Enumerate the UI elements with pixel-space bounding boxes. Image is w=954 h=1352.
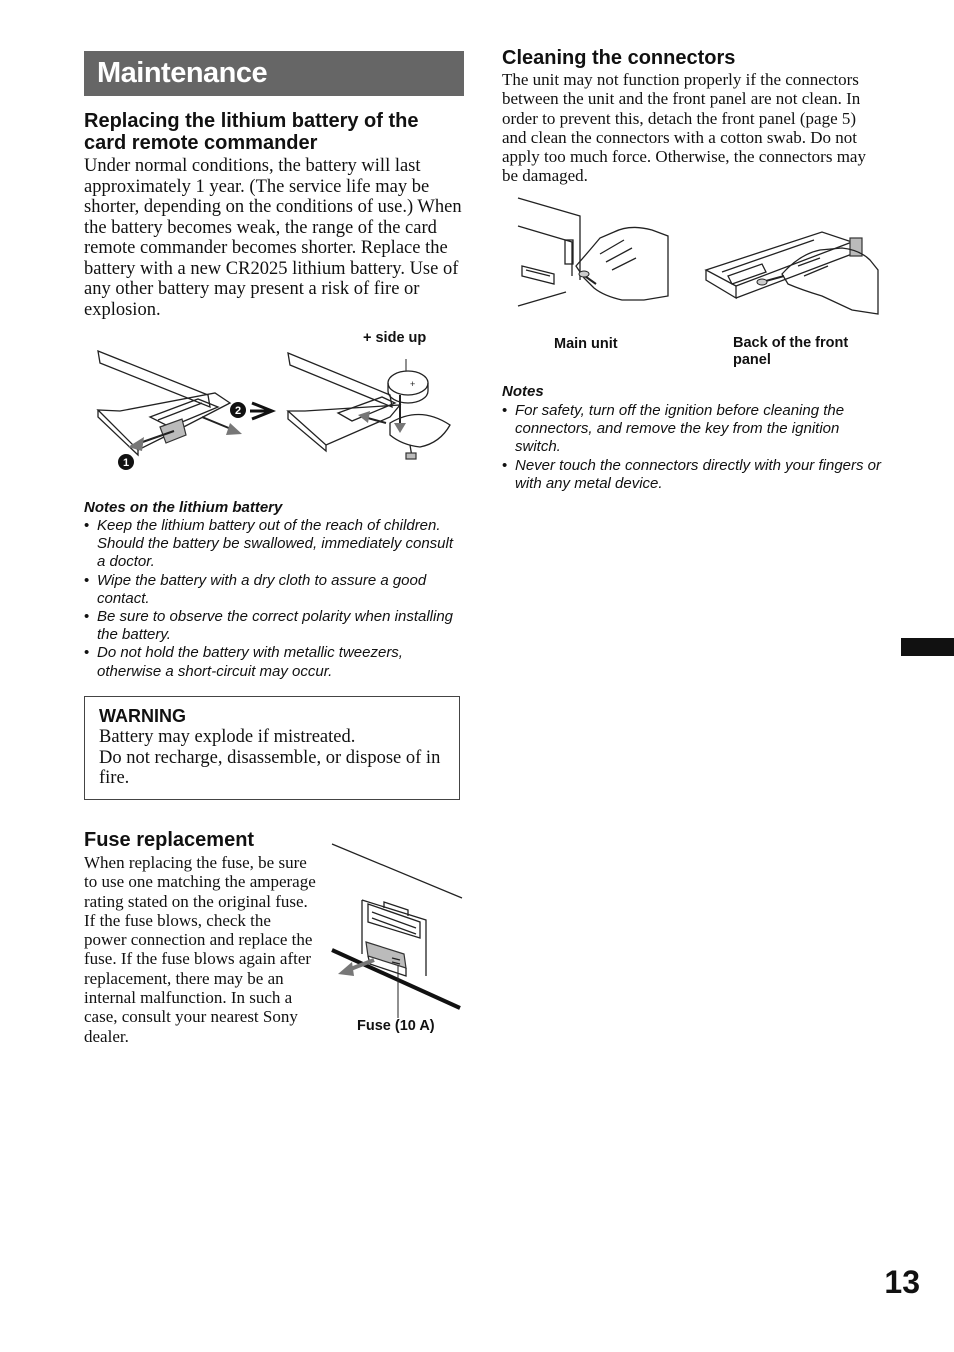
connectors-body: The unit may not function properly if the connectors between the unit and the front panel are not clean. In order to prevent this, detach the front panel (page 5) and clean the connectors with a cotton swab. Do not apply too much force. Otherwise, the connectors may be damaged.: [502, 70, 866, 186]
side-up-label: + side up: [363, 330, 427, 346]
warning-line-1: Battery may explode if mistreated.: [99, 727, 356, 747]
battery-notes-list: [84, 517, 464, 681]
battery-replacement-figure: [90, 345, 460, 480]
battery-note: • Keep the lithium battery out of the reach of children. Should the battery be swallowed, immediately consult a doctor.: [84, 517, 464, 572]
warning-line-2: Do not recharge, disassemble, or dispose of in fire.: [99, 747, 441, 788]
fuse-heading: Fuse replacement: [84, 829, 255, 851]
warning-title: WARNING: [99, 706, 186, 726]
connectors-heading: Cleaning the connectors: [502, 47, 736, 69]
fuse-figure: [330, 842, 465, 1012]
connectors-notes-list: [502, 402, 886, 493]
battery-note: • Wipe the battery with a dry cloth to assure a good contact.: [84, 572, 464, 608]
front-panel-caption: Back of the front panel: [733, 335, 849, 368]
connectors-notes-title: Notes: [502, 383, 544, 400]
connectors-front-panel-figure: [702, 226, 882, 318]
connectors-note: • For safety, turn off the ignition before cleaning the connectors, and remove the key from the ignition switch.: [502, 402, 886, 457]
step-1-badge: 1: [122, 457, 130, 469]
main-unit-caption: Main unit: [554, 336, 618, 352]
section-tab-marker: [901, 638, 954, 656]
warning-box: [84, 696, 460, 800]
battery-note: • Be sure to observe the correct polarity when installing the battery.: [84, 608, 464, 644]
page-number: 13: [884, 1264, 920, 1300]
battery-note: • Do not hold the battery with metallic tweezers, otherwise a short-circuit may occur.: [84, 644, 464, 680]
fuse-body: When replacing the fuse, be sure to use one matching the amperage rating stated on the original fuse. If the fuse blows, check the power connection and replace the fuse. If the fuse blows again after replacement, there may be an internal malfunction. In such a case, consult your nearest Sony dealer.: [84, 853, 316, 1046]
fuse-label: Fuse (10 A): [357, 1018, 435, 1034]
svg-text:+: +: [410, 379, 416, 389]
section-title-banner: [84, 51, 464, 96]
battery-heading: Replacing the lithium battery of the card remote commander: [84, 110, 419, 154]
section-title: Maintenance: [97, 57, 268, 89]
connectors-note: • Never touch the connectors directly with your fingers or with any metal device.: [502, 457, 886, 493]
battery-notes-title: Notes on the lithium battery: [84, 499, 283, 516]
battery-body: Under normal conditions, the battery will last approximately 1 year. (The service life may be shorter, depending on the conditions of use.) When the battery becomes weak, the range of the card remote commander becomes shorter. Replace the battery with a new CR2025 lithium battery. Use of any other battery may present a risk of fire or explosion.: [84, 156, 462, 320]
connectors-main-unit-figure: [512, 196, 672, 318]
step-2-badge: 2: [234, 405, 242, 417]
